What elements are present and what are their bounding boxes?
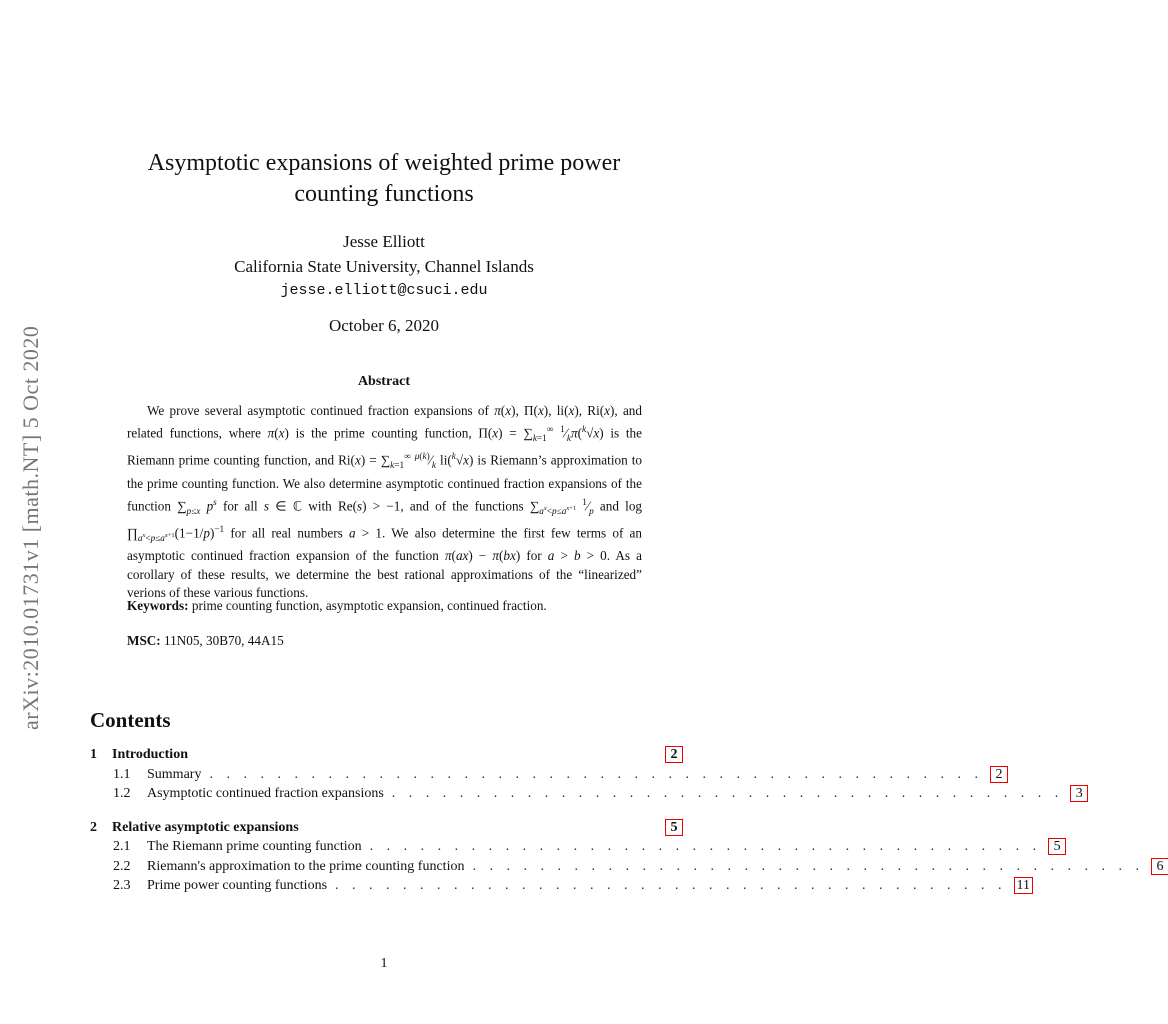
toc-page-link[interactable]: 6 [1152, 859, 1168, 874]
toc-page-link[interactable]: 11 [1016, 878, 1031, 893]
toc-number: 1.2 [113, 786, 131, 801]
toc-entry[interactable] [90, 839, 1061, 859]
title-line-1: Asymptotic expansions of weighted prime power [147, 150, 621, 176]
toc-number: 2.3 [113, 878, 131, 893]
toc-leader: . . . . . . . . . . . . . . . . . . . . . . . . . . . . . . . . . . . . . . . . . . . . . . [209, 766, 983, 782]
title-line-2: counting functions [294, 181, 474, 207]
author-affiliation: California State University, Channel Islands [234, 257, 534, 276]
toc-page-link[interactable]: 3 [1071, 786, 1087, 801]
toc-leader: . . . . . . . . . . . . . . . . . . . . . . . . . . . . . . . . . . . . . . . . [391, 786, 1064, 801]
toc-number: 1.1 [113, 766, 131, 782]
toc-number: 1 [90, 747, 97, 762]
toc-number: 2.1 [113, 839, 131, 854]
toc-entry[interactable] [90, 786, 1083, 806]
toc-page-link[interactable]: 2 [991, 767, 1007, 782]
toc-entry[interactable] [90, 820, 682, 840]
abstract-text: We prove several asymptotic continued fraction expansions of π(x), Π(x), li(x), Ri(x), and related functions, where π(x) is the prime counting function, $\Pi(x) = \sum_{k=1}^\infty$ $^1⁄_k\pi(^k√x)$ is the Riemann prime counting function, and $Ri(x) = \sum_{k=1}^\infty$ $^{\mu(k)}⁄_k$ li($^k$√x) is Riemann’s approximation to the prime counting function. We also determine asymptotic continued fraction expansions of the function $\sum_{p\le x}$ $p^s$ for all s ∈ ℂ with Re(s) > −1, and of the functions $\sum_{a^x<p\le a^{x+1}}$ $^1⁄_p$ and $\log \prod_{a^x<p\le a^{x+1}}(1-1/p)^{-1}$ for all real numbers a > 1. We also determine the first few terms of an asymptotic continued fraction expansion of the function π(ax) − π(bx) for a > b > 0. As a corollary of these results, we determine the best rational approximations of the “linearized” verions of these various functions. [127, 403, 643, 600]
toc-number: 2.2 [113, 858, 131, 874]
toc-title: The Riemann prime counting function [147, 839, 362, 854]
toc-title: Riemann's approximation to the prime counting function [147, 858, 465, 874]
author-name: Jesse Elliott [343, 232, 425, 251]
toc-page-link[interactable]: 5 [1049, 839, 1065, 854]
toc-title: Prime power counting functions [147, 878, 328, 893]
keywords-label: Keywords: [127, 598, 189, 613]
paper-date: October 6, 2020 [328, 316, 439, 335]
abstract-heading: Abstract [357, 374, 411, 389]
msc-line [127, 633, 642, 649]
toc-leader: . . . . . . . . . . . . . . . . . . . . . . . . . . . . . . . . . . . . . . . . [472, 858, 1144, 874]
toc-leader: . . . . . . . . . . . . . . . . . . . . . . . . . . . . . . . . . . . . . . . . [335, 878, 1007, 893]
keywords-line [127, 598, 642, 614]
keywords-text: prime counting function, asymptotic expansion, continued fraction. [191, 598, 547, 613]
toc-entry[interactable] [90, 766, 1003, 787]
toc-title: Relative asymptotic expansions [112, 819, 299, 835]
contents-heading: Contents [90, 708, 171, 732]
toc-entry[interactable] [90, 858, 1164, 879]
table-of-contents [90, 747, 1164, 898]
msc-label: MSC: [127, 633, 161, 648]
toc-title: Asymptotic continued fraction expansions [147, 786, 384, 801]
author-email[interactable]: jesse.elliott@csuci.edu [280, 282, 488, 299]
toc-leader: . . . . . . . . . . . . . . . . . . . . . . . . . . . . . . . . . . . . . . . . [369, 839, 1042, 854]
page-number: 1 [380, 956, 388, 971]
toc-page-link[interactable]: 2 [666, 747, 682, 762]
paper-title [110, 148, 658, 210]
toc-entry[interactable] [90, 878, 1031, 898]
toc-title: Summary [147, 766, 202, 782]
toc-number: 2 [90, 819, 97, 835]
toc-page-link[interactable]: 5 [666, 820, 682, 835]
toc-title: Introduction [112, 747, 188, 762]
arxiv-stamp: arXiv:2010.01731v1 [math.NT] 5 Oct 2020 [18, 325, 43, 730]
msc-text: 11N05, 30B70, 44A15 [164, 633, 284, 648]
toc-entry[interactable] [90, 747, 682, 767]
